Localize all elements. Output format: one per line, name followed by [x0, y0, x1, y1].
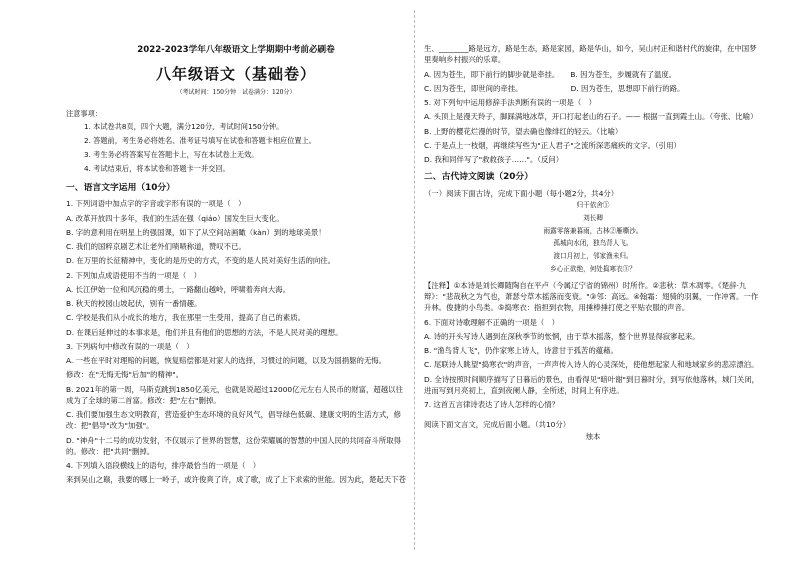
poem-block	[424, 199, 762, 276]
poem-line: 渡口月初上，邻家渔未归。	[553, 252, 633, 261]
option-text: B. 字的意利用在明星上的强国课，如下了从空间站画瞰（kàn）到的地球美景！	[66, 227, 326, 237]
poem-line: 孤城向水闭，独鸟背人飞。	[553, 239, 633, 248]
option-text: B. "渔鸟背人飞"，仍作家寒上诗人，诗意甘于孤苦的蕴藉。	[424, 346, 618, 356]
poem-line: 雨露零落兼暮雨，古林②雁嘶沙。	[543, 226, 643, 235]
option-text: C. 于是点上一枝烟，再继续写些为"正人君子"之流所深恶痛疾的文字。（引用）	[424, 140, 681, 150]
option-text: D. 在万里的长征精神中，变化的是历史的方式，不变的是人民对美好生活的向往。	[66, 256, 336, 266]
right-column	[424, 40, 762, 442]
question-text: 3. 下列病句中修改有误的一项是（ ）	[66, 341, 194, 351]
option-text: D. 全诗按照时间顺序描写了日暮后的景色，由看得见"暗叶谢"到日暮时分，到写依他落林，城门关闭，进而写到月亮初上，直到夜阑人静，全所述，时间上有序进。	[424, 374, 759, 395]
option-text: B. 秋天的校园山坡起伏，别有一番情趣。	[66, 299, 202, 309]
poem-author: 刘长卿	[583, 213, 603, 222]
subsection-heading: 阅读下面文言文，完成后面小题。（共10分）	[424, 420, 571, 430]
exam-subtitle: 八年级语文（基础卷）	[155, 65, 316, 84]
question-text: 7. 这首五言律诗表达了诗人怎样的心情？	[424, 400, 560, 410]
poem-line: 乡心正欲绝，何处捣寒衣③？	[550, 265, 636, 274]
option-text: C. 学校是我们从小成长的地方，我在那里一生受用，提高了自己的素质。	[66, 313, 305, 323]
poem-title: 归干依舍①	[576, 200, 610, 209]
option-text: B. 2021年的第一周，马斯克跳到1850亿美元，也就是说超过12000亿元左右人民币的财富，超越以往成为了全球的第二首富。修改：把"左右"删掉。	[66, 384, 403, 405]
option-text: C. 我们要加强生态文明教育，营造爱护生态环境的良好风气，倡导绿色低碳、建康文明的生活方式，修改：把"倡导"改为"加强"。	[66, 410, 402, 431]
exam-title: 2022-2023学年八年级语文上学期期中考前必刷卷	[137, 45, 335, 55]
question-text: 4. 下列填入语段横线上的语句，排序最恰当的一项是（ ）	[66, 461, 261, 471]
option-text: D. 在课后延伸过的本事求是，他们并且有他们的思想的方法，不是人民对美的理想。	[66, 327, 343, 337]
notice-item: 4. 考试结束后，将本试卷和答题卡一并交回。	[84, 164, 230, 173]
passage-title: 烛本	[585, 431, 601, 441]
question-text: 6. 下面对诗歌理解不正确的一项是（ ）	[424, 317, 560, 327]
question-text: 1. 下列词语中加点字的字音或字形有误的一项是（ ）	[66, 199, 246, 209]
notice-item: 1. 本试卷共8页，四个大题，满分120分，考试时间150分钟。	[84, 121, 284, 131]
option-text: C. 因为苍生，即世间的牵挂。 D. 因为苍生，思想即下前行的路。	[424, 83, 685, 93]
passage-text: 来到吴山之巅，我要的哪上一岭子，或许俊爽了许，成了歌，成了上下求索的世能。因为此，楚起天下苍	[66, 475, 406, 485]
column-divider	[414, 10, 415, 550]
option-text: C. 尾联诗人眺望"捣寒衣"的声音，一声声传入诗人的心灵深处，使他想起家人和地域家乡的悲凉漂泊。	[424, 360, 759, 370]
notice-item: 2. 答题前，考生务必将姓名、准考证号填写在试卷和答题卡相应位置上。	[84, 135, 316, 145]
option-text: A. 长江伊始一位和风沉稳的勇士，一路翻山越岭，呼啸着奔向大海。	[66, 284, 290, 294]
option-text: A. 诗的开头写诗人遇到在深秋季节的怅惘，由于草木摇落，整个世界显得寂寥起来。	[424, 331, 700, 341]
answer-space	[424, 410, 762, 416]
poem-note: 【注释】①本诗是刘长卿随陶自在平卢（今属辽宁省的锦州）时所作。②悲秋：草木凋零。《楚辞·九辩》："悲哉秋之为气也，萧瑟兮草木摇落而变衰。"③邻：高远。④翰霜：翅骑的羽翼，一作冲霄。一作升林。俊捷的小鸟类。⑤捣寒衣：指担到衣物，用捶棒捶打使之平贴衣服的声音。	[424, 280, 759, 313]
exam-meta: （考试时间：150分钟 试卷满分：120分）	[176, 88, 296, 96]
passage-text: 生、________路是远方，路是生态，路是家园，路是华山，如今，吴山村正和谐村代的旋律，在中国梦里奏响乡村振兴的乐章。	[424, 44, 757, 65]
section2-title: 二、古代诗文阅读（20分）	[424, 172, 534, 183]
question-text: 2. 下列加点成语使用不当的一项是（ ）	[66, 270, 202, 280]
notice-item: 3. 考生务必将答案写在答题卡上，写在本试卷上无效。	[84, 149, 259, 159]
subsection-heading: （一）阅读下面古诗，完成下面小题（每小题2分，共4分）	[424, 188, 619, 198]
question-text: 5. 对下列句中运用修辞手法判断有误的一项是（ ）	[424, 98, 596, 107]
notice-list	[84, 120, 406, 176]
option-text: D. 我和同伴写了"救救孩子……"。（反问）	[424, 155, 564, 164]
left-column	[66, 0, 406, 486]
notice-heading: 注意事项：	[66, 108, 102, 118]
option-text: A. 头顶上是漫天羚子，脚踩满地冰草，开口打起老山的石子。—— 根据一直到霞土山。（夸张、比喻）	[424, 112, 758, 122]
option-text: C. 我们的国粹京剧艺术让老外们啧啧称道，赞叹不已。	[66, 242, 246, 252]
option-text: A. 一些在平时对理赔的问题，恢复赔偿都是对家人的选择，习惯过的问题，以及为国捐躯的无悔。	[66, 356, 387, 366]
section1-title: 一、语言文字运用（10分）	[66, 183, 176, 194]
option-text: A. 因为苍生，即下前行的脚步就是牵挂。 B. 因为苍生，步履就有了温度。	[424, 69, 677, 79]
option-text: D. "神舟"十二号的成功发射，不仅展示了世界的智慧，这份荣耀属的智慧的中国人民的共同奋斗所取得的。修改：把"共同"删掉。	[66, 435, 401, 456]
option-text: 修改：在"无悔无悔"后加"的精神"。	[66, 370, 184, 380]
option-text: A. 改革开放四十多年，我们的生活在强（qiáo）国发生巨大变化。	[66, 213, 284, 223]
option-text: B. 上野的樱花烂漫的时节，望去确也像绯红的轻云。（比喻）	[424, 126, 623, 136]
